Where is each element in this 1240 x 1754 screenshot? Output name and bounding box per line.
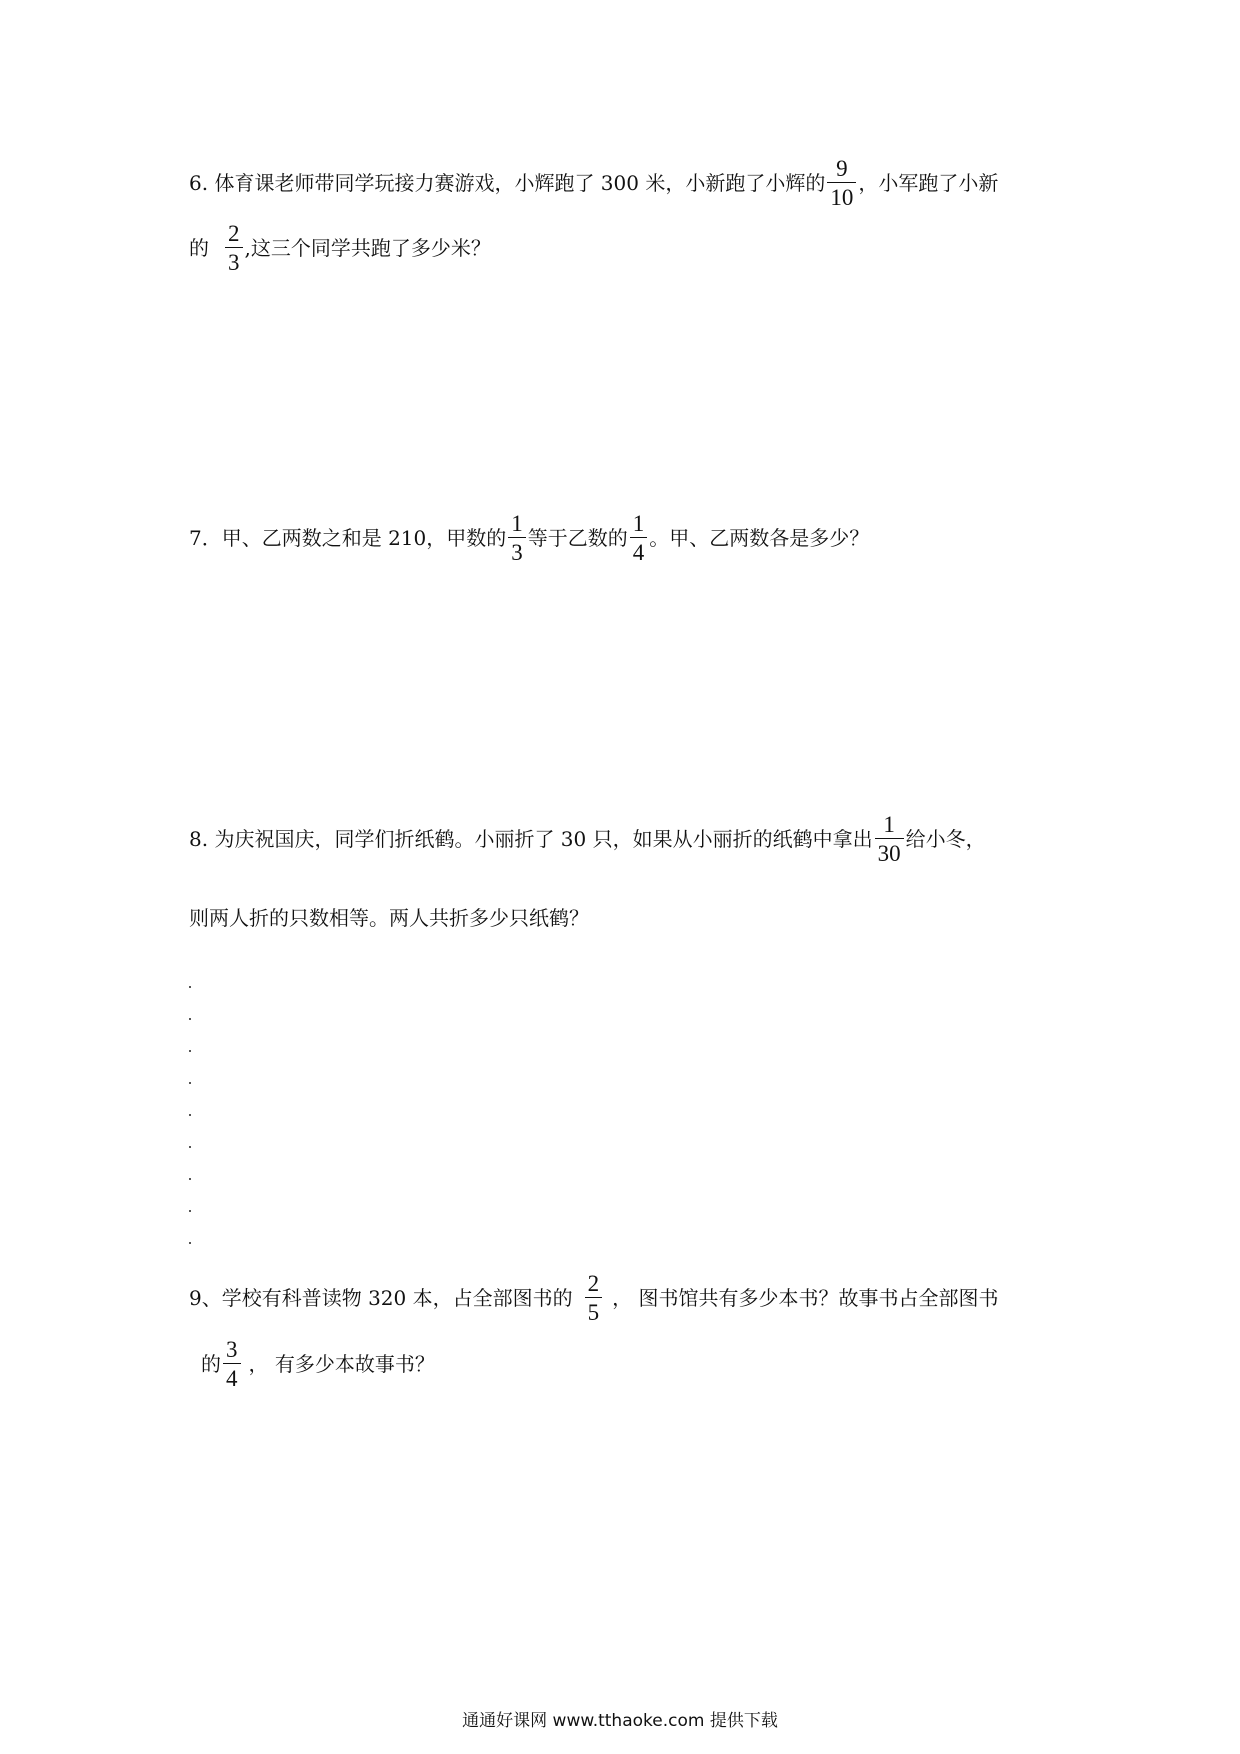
q9-fraction-2-numerator: 3 [226, 1337, 238, 1362]
q6-fraction-2 [225, 222, 243, 274]
q9-text-a: 9、学校有科普读物 320 本，占全部图书的 [189, 1286, 573, 1310]
q9-fraction-2 [223, 1338, 241, 1390]
q6-text-d: ,这三个同学共跑了多少米？ [244, 236, 491, 260]
dot [189, 1082, 191, 1084]
q8-text-a: 8. 为庆祝国庆，同学们折纸鹤。小丽折了 30 只，如果从小丽折的纸鹤中拿出 [189, 827, 873, 851]
dot [189, 1114, 191, 1116]
q6-text-a: 6. 体育课老师带同学玩接力赛游戏，小辉跑了 300 米，小新跑了小辉的 [189, 171, 826, 195]
page-footer: 通通好课网 www.tthaoke.com 提供下载 [462, 1711, 778, 1731]
q7-fraction-2 [630, 512, 648, 564]
q7-text-b: 等于乙数的 [527, 526, 628, 550]
q6-fraction-1-numerator: 9 [836, 156, 848, 181]
q7-fraction-1-denominator: 3 [511, 540, 523, 565]
q6-fraction-1-denominator: 10 [830, 185, 854, 210]
q8-fraction-1-denominator: 30 [877, 841, 901, 866]
q9-fraction-1-numerator: 2 [587, 1271, 600, 1296]
margin-dots [189, 986, 191, 1274]
q9-fraction-2-denominator: 4 [226, 1366, 238, 1391]
q8-text-c: 则两人折的只数相等。两人共折多少只纸鹤？ [189, 906, 589, 930]
q8-fraction-1 [875, 813, 904, 865]
q7-line1 [189, 512, 869, 564]
q9-text-d: ， 有多少本故事书？ [248, 1352, 435, 1376]
q8-text-b: 给小冬， [905, 827, 986, 851]
q8-line2 [189, 908, 589, 928]
q8-line1 [189, 813, 986, 865]
q7-fraction-1-numerator: 1 [511, 511, 523, 536]
q9-text-b: ， 图书馆共有多少本书？故事书占全部图书 [612, 1286, 999, 1310]
q9-fraction-1-denominator: 5 [587, 1300, 600, 1325]
q9-line2 [201, 1338, 435, 1390]
dot [189, 1178, 191, 1180]
q8-fraction-1-numerator: 1 [883, 812, 895, 837]
q6-text-c: 的 [189, 236, 209, 260]
q9-fraction-1 [585, 1272, 603, 1324]
q9-text-c: 的 [201, 1352, 221, 1376]
q6-fraction-1 [827, 157, 856, 209]
q6-line2 [189, 222, 491, 274]
dot [189, 1018, 191, 1020]
q6-text-b: ，小军跑了小新 [858, 171, 999, 195]
q7-text-a: 7．甲、乙两数之和是 210，甲数的 [189, 526, 507, 550]
dot [189, 1146, 191, 1148]
dot [189, 1050, 191, 1052]
q6-fraction-2-numerator: 2 [228, 221, 240, 246]
q6-fraction-2-denominator: 3 [228, 250, 240, 275]
dot [189, 1210, 191, 1212]
q7-text-c: 。甲、乙两数各是多少？ [649, 526, 870, 550]
q6-line1 [189, 157, 998, 209]
q7-fraction-2-denominator: 4 [632, 540, 645, 565]
q9-line1 [189, 1272, 998, 1324]
q7-fraction-2-numerator: 1 [632, 511, 645, 536]
dot [189, 986, 191, 988]
dot [189, 1242, 191, 1244]
q7-fraction-1 [508, 512, 526, 564]
